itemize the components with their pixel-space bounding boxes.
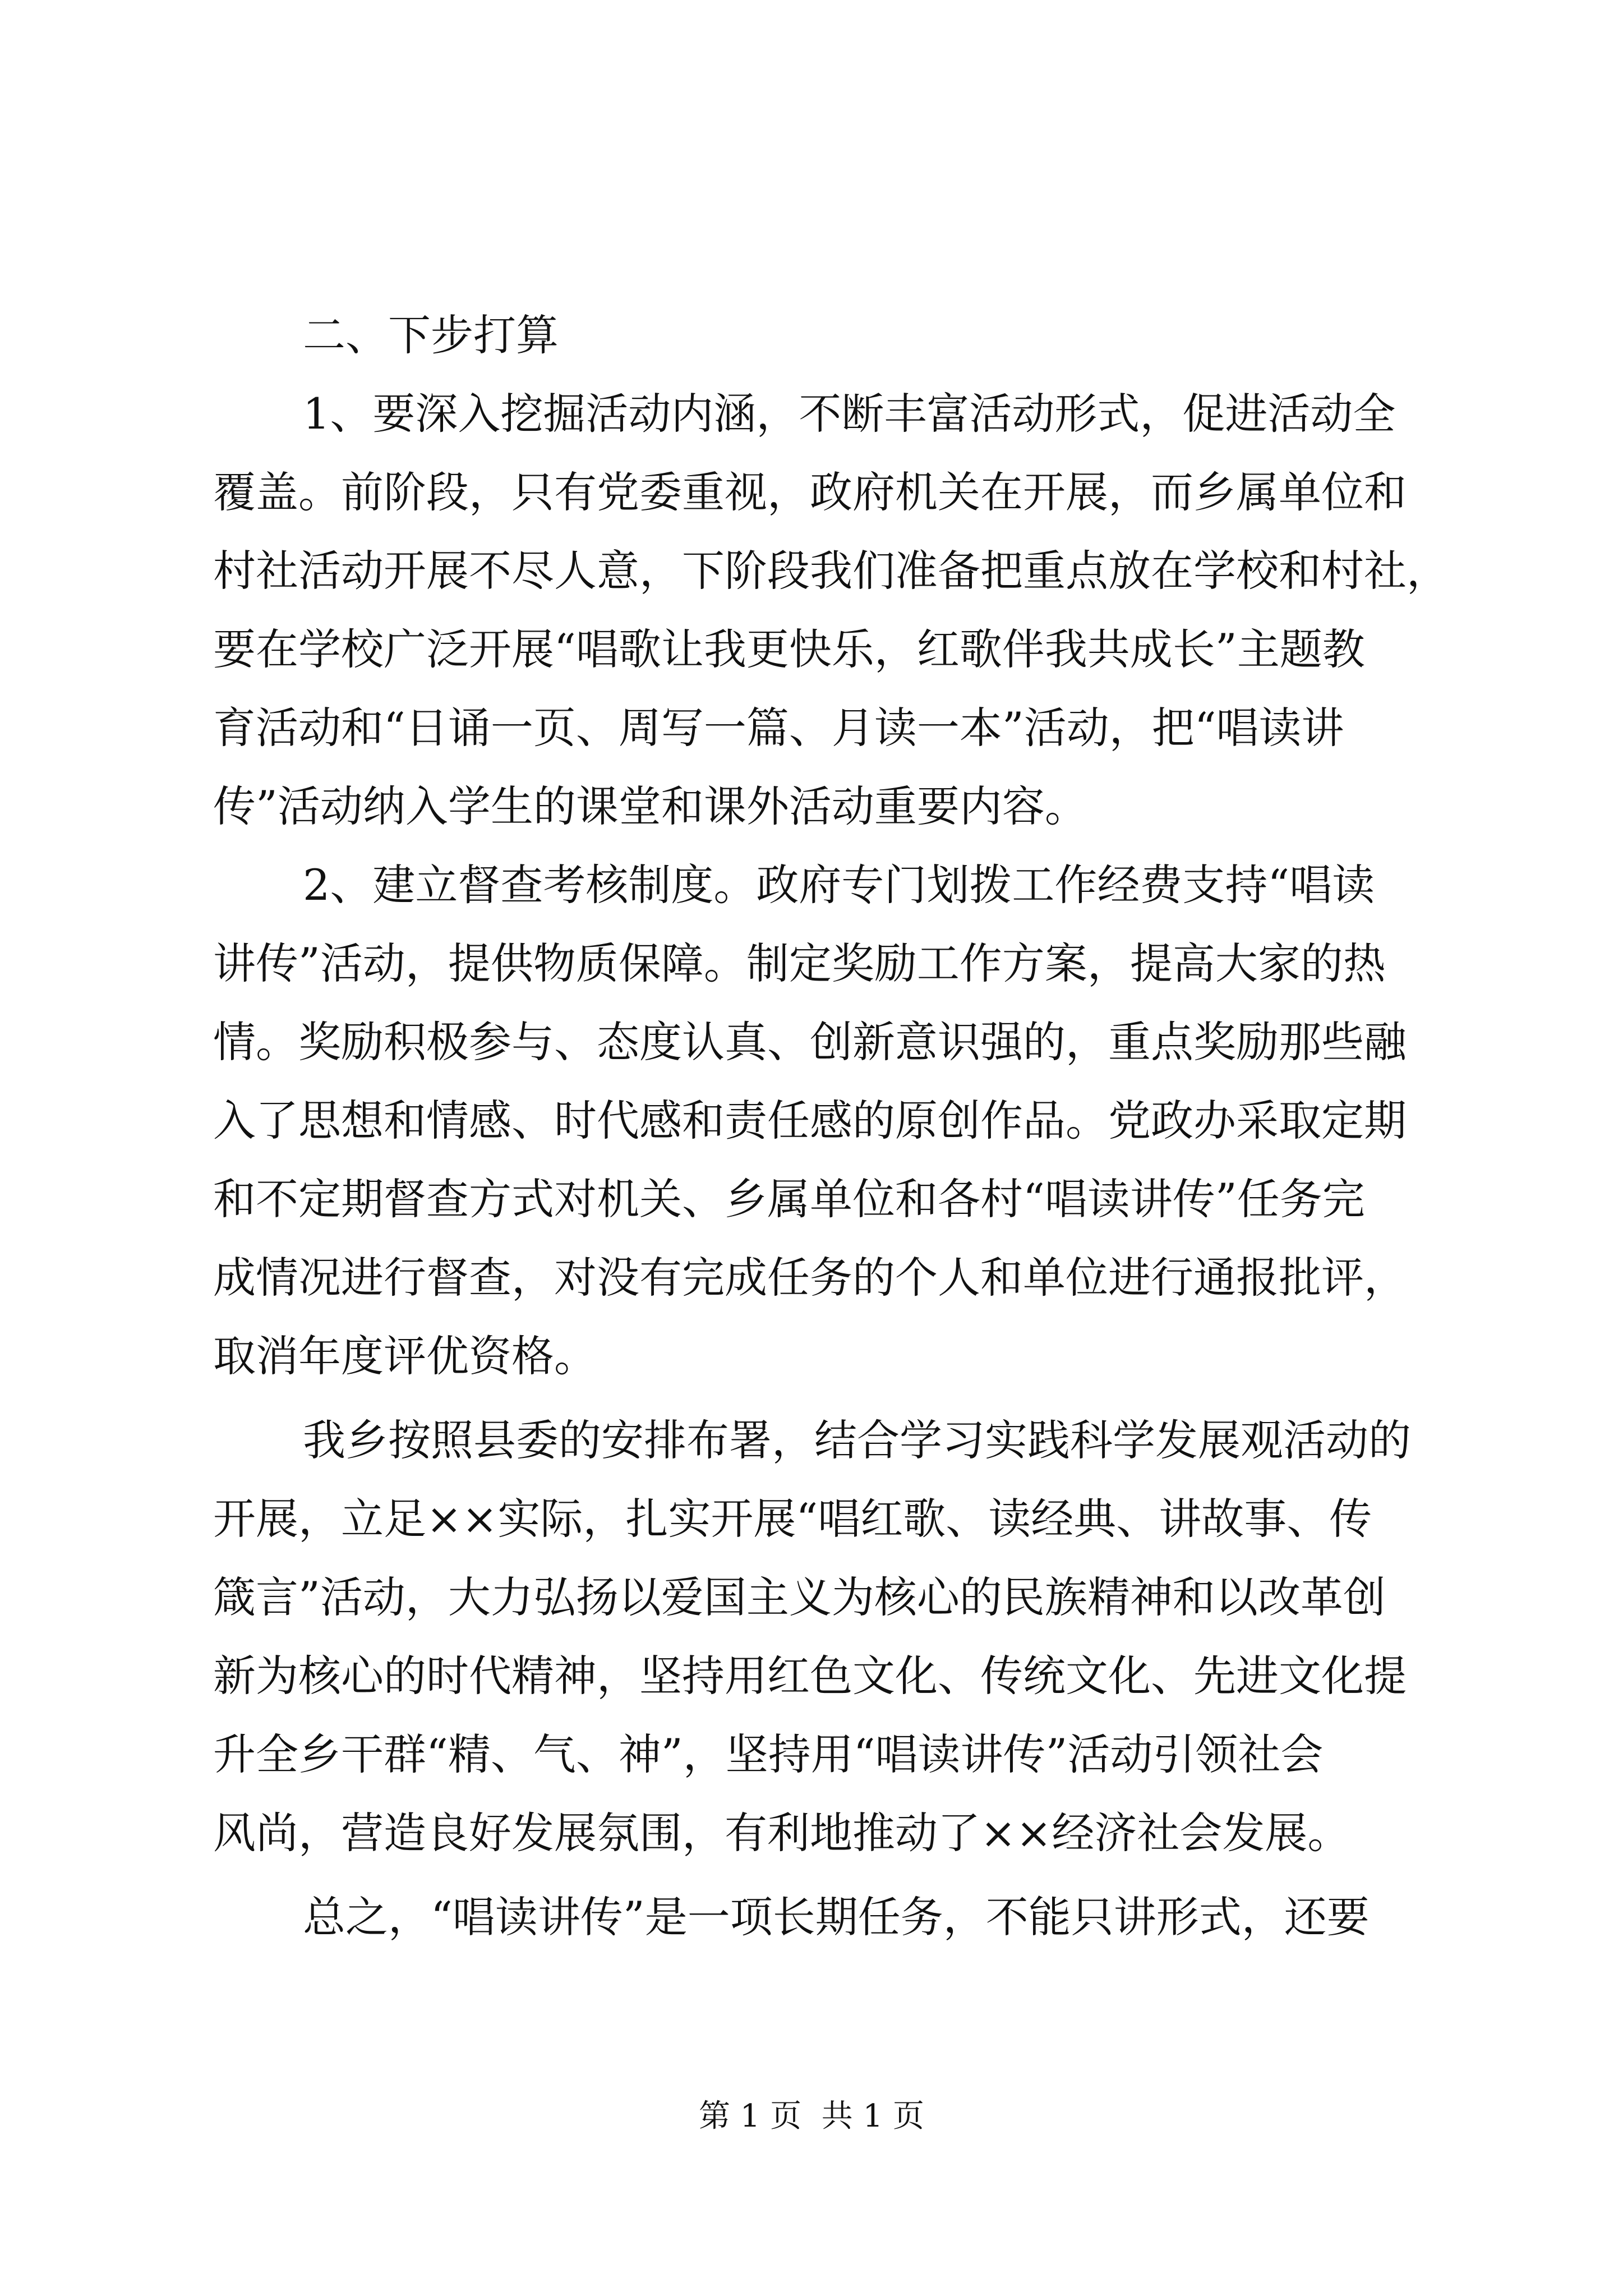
paragraph-line: 箴言”活动，大力弘扬以爱国主义为核心的民族精神和以改革创 bbox=[213, 1572, 1386, 1622]
paragraph-line: 取消年度评优资格。 bbox=[213, 1331, 597, 1381]
paragraph-line: 情。奖励积极参与、态度认真、创新意识强的，重点奖励那些融 bbox=[213, 1017, 1407, 1067]
paragraph-line: 成情况进行督查，对没有完成任务的个人和单位进行通报批评， bbox=[213, 1253, 1407, 1303]
paragraph-line: 传”活动纳入学生的课堂和课外活动重要内容。 bbox=[213, 781, 1087, 831]
paragraph-line: 和不定期督查方式对机关、乡属单位和各村“唱读讲传”任务完 bbox=[213, 1174, 1365, 1224]
paragraph-line: 新为核心的时代精神，坚持用红色文化、传统文化、先进文化提 bbox=[213, 1651, 1407, 1701]
paragraph-line: 村社活动开展不尽人意，下阶段我们准备把重点放在学校和村社， bbox=[213, 546, 1449, 596]
paragraph-line: 总之，“唱读讲传”是一项长期任务，不能只讲形式，还要 bbox=[303, 1892, 1370, 1942]
paragraph-line: 开展，立足××实际，扎实开展“唱红歌、读经典、讲故事、传 bbox=[213, 1494, 1372, 1544]
paragraph-line: 覆盖。前阶段，只有党委重视，政府机关在开展，而乡属单位和 bbox=[213, 467, 1407, 517]
paragraph-line: 升全乡干群“精、气、神”，坚持用“唱读讲传”活动引领社会 bbox=[213, 1729, 1324, 1779]
section-heading: 二、下步打算 bbox=[303, 310, 559, 360]
paragraph-line: 我乡按照县委的安排布署，结合学习实践科学发展观活动的 bbox=[303, 1415, 1411, 1465]
paragraph-line: 讲传”活动，提供物质保障。制定奖励工作方案，提高大家的热 bbox=[213, 938, 1386, 988]
paragraph-line: 1、要深入挖掘活动内涵，不断丰富活动形式，促进活动全 bbox=[303, 389, 1396, 439]
paragraph-line: 育活动和“日诵一页、周写一篇、月读一本”活动，把“唱读讲 bbox=[213, 703, 1344, 753]
paragraph-line: 入了思想和情感、时代感和责任感的原创作品。党政办采取定期 bbox=[213, 1096, 1407, 1145]
paragraph-line: 风尚，营造良好发展氛围，有利地推动了××经济社会发展。 bbox=[213, 1808, 1350, 1858]
paragraph-line: 要在学校广泛开展“唱歌让我更快乐，红歌伴我共成长”主题教 bbox=[213, 624, 1365, 674]
page-footer: 第 1 页 共 1 页 bbox=[698, 2098, 925, 2134]
paragraph-line: 2、建立督查考核制度。政府专门划拨工作经费支持“唱读 bbox=[303, 860, 1375, 910]
